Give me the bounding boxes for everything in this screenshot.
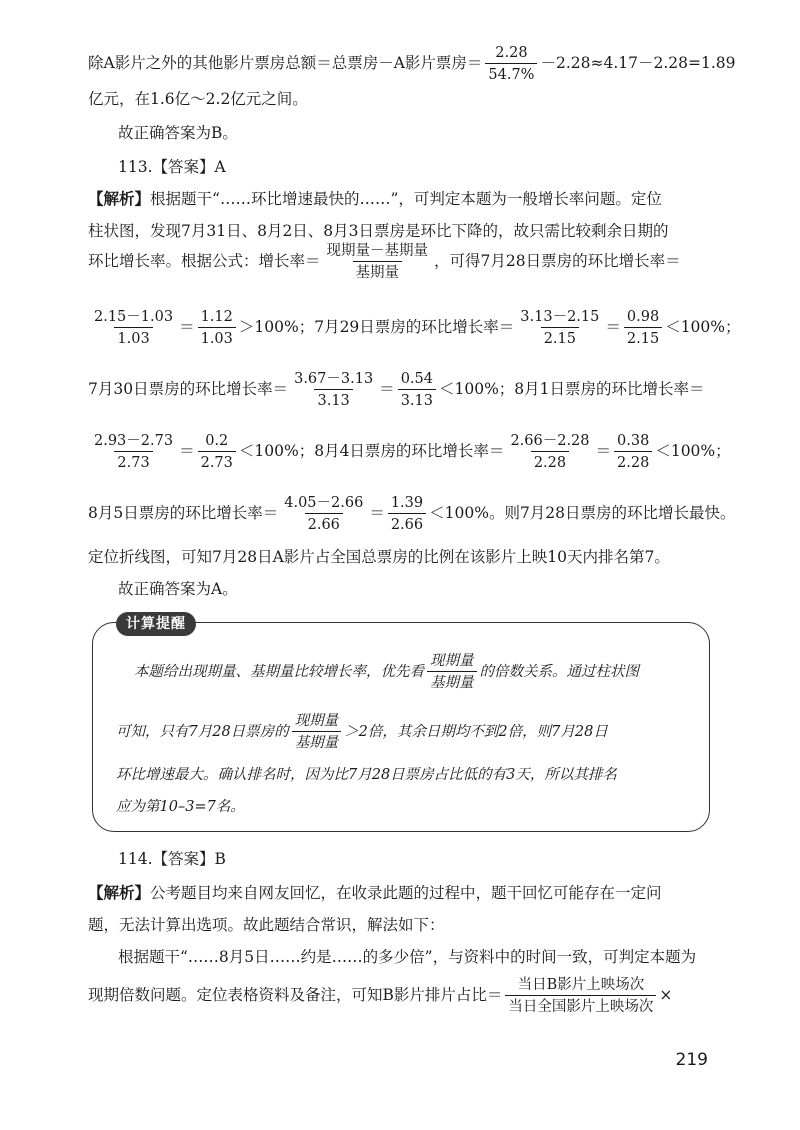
fraction-denominator: 54.7% — [485, 63, 537, 84]
fraction-denominator: 1.03 — [198, 327, 236, 348]
answer-label: 113.【答案】 — [118, 158, 215, 176]
fraction-denominator: 基期量 — [292, 731, 342, 752]
fraction-numerator: 3.67－3.13 — [294, 371, 374, 387]
text: ＜100%； — [655, 442, 731, 460]
ratio-fraction — [614, 432, 652, 472]
fraction-denominator: 2.73 — [114, 451, 152, 472]
text: ＜100%；8月4日票房的环比增长率＝ — [238, 442, 505, 460]
fraction-numerator: 2.15－1.03 — [94, 309, 174, 325]
fraction-denominator: 基期量 — [353, 261, 403, 282]
ratio-fraction — [281, 494, 366, 534]
text: 本题给出现期量、基期量比较增长率，优先看 — [134, 664, 424, 680]
growth-rate-formula — [324, 242, 432, 282]
fraction-denominator: 2.73 — [198, 451, 236, 472]
text: 7月30日票房的环比增长率＝ — [88, 380, 289, 398]
fraction-numerator: 2.66－2.28 — [510, 433, 590, 449]
text: ＜100%； — [665, 318, 741, 336]
text: 的倍数关系。通过柱状图 — [479, 664, 639, 680]
text: ＞100%；7月29日票房的环比增长率＝ — [238, 318, 515, 336]
fraction-denominator: 2.66 — [388, 513, 426, 534]
fraction-numerator: 当日B影片上映场次 — [517, 977, 645, 993]
fraction-denominator: 2.15 — [624, 327, 662, 348]
fraction-numerator: 0.2 — [205, 433, 229, 449]
q113-answer — [118, 156, 712, 178]
calc-tip-badge: 计算提醒 — [116, 612, 196, 636]
explanation-text: 根据题干“……环比增速最快的……”，可判定本题为一般增长率问题。定位 — [150, 190, 662, 208]
fraction-numerator: 4.05－2.66 — [284, 495, 364, 511]
q113-ratio-line1: $\frac{2.15-1.03}{1.03}$ ＝ $\frac{1.12}{1.03}$ ＞100%；7月29日票房的环比增长率＝ $\frac{3.13-2.15}{2.15}$ ＝ $\frac{0.98}{2.15}$ ＜100%； — [88, 308, 712, 348]
text: × — [659, 986, 673, 1004]
ratio-fraction — [507, 432, 592, 472]
text: 8月5日票房的环比增长率＝ — [88, 504, 279, 522]
explanation-text: 公考题目均来自网友回忆，在收录此题的过程中，题干回忆可能存在一定问 — [150, 884, 662, 902]
q113-locate-text: 定位折线图，可知7月28日A影片占全国总票房的比例在该影片上映10天内排名第7。 — [88, 548, 670, 566]
text: 环比增长率。根据公式：增长率＝ — [88, 252, 321, 270]
q112-conclusion: 故正确答案为B。 — [118, 124, 238, 142]
q113-ratio-line4: 8月5日票房的环比增长率＝ $\frac{4.05-2.66}{2.66}$ ＝ $\frac{1.39}{2.66}$ ＜100%。则7月28日票房的环比增长最快。 — [88, 495, 736, 533]
text: ＜100%。则7月28日票房的环比增长最快。 — [429, 504, 736, 522]
ratio-fraction — [291, 370, 376, 410]
tip-line4: 应为第10–3=7名。 — [116, 799, 245, 815]
ratio-fraction — [91, 432, 176, 472]
q112-calc-prefix: 除A影片之外的其他影片票房总额＝总票房－A影片票房＝ — [88, 54, 483, 72]
q113-exp-line3 — [88, 242, 712, 282]
ratio-fraction — [91, 308, 176, 348]
fraction-denominator: 当日全国影片上映场次 — [505, 995, 656, 1016]
ratio-fraction — [517, 308, 602, 348]
q113-ratio-line3: $\frac{2.93-2.73}{2.73}$ ＝ $\frac{0.2}{2.73}$ ＜100%；8月4日票房的环比增长率＝ $\frac{2.66-2.28}{2.28}$ ＝ $\frac{0.38}{2.28}$ ＜100%； — [88, 432, 712, 472]
answer-value: B — [214, 850, 226, 868]
ratio-fraction — [398, 370, 436, 410]
q113-conclusion: 故正确答案为A。 — [118, 580, 238, 598]
text: 现期倍数问题。定位表格资料及备注，可知B影片排片占比＝ — [88, 986, 503, 1004]
fraction-numerator: 1.12 — [200, 309, 233, 325]
explanation-label: 【解析】 — [88, 883, 151, 902]
page-number: 219 — [675, 1050, 708, 1070]
fraction-numerator: 1.39 — [390, 495, 424, 511]
q114-answer — [118, 848, 712, 870]
fraction-denominator: 2.28 — [614, 451, 652, 472]
q112-fraction — [485, 44, 537, 84]
screening-ratio-fraction — [505, 976, 656, 1016]
tip-line2 — [116, 712, 608, 752]
q114-exp-line4 — [88, 976, 712, 1016]
fraction-denominator: 3.13 — [314, 389, 352, 410]
fraction-numerator: 2.28 — [495, 45, 528, 61]
fraction-denominator: 1.03 — [114, 327, 152, 348]
q112-calc-suffix: －2.28≈4.17－2.28=1.89 — [540, 54, 736, 72]
fraction-numerator: 现期量－基期量 — [326, 243, 429, 259]
tip-line3: 环比增速最大。确认排名时，因为比7月28日票房占比低的有3天，所以其排名 — [116, 767, 617, 783]
fraction-numerator: 现期量 — [294, 713, 339, 729]
fraction-denominator: 2.66 — [305, 513, 343, 534]
ratio-fraction — [388, 494, 426, 534]
q114-exp-line1 — [88, 882, 712, 904]
text: ＜100%；8月1日票房的环比增长率＝ — [438, 380, 705, 398]
ratio-fraction — [198, 432, 236, 472]
text: 可知，只有7月28日票房的 — [116, 724, 289, 740]
q114-exp-line2: 题，无法计算出选项。故此题结合常识，解法如下： — [88, 916, 445, 934]
fraction-numerator: 现期量 — [430, 653, 474, 669]
fraction-denominator: 基期量 — [427, 671, 477, 692]
text: ＞2倍，其余日期均不到2倍，则7月28日 — [344, 724, 608, 740]
q112-calc-line — [88, 44, 736, 84]
q113-exp-line1 — [88, 188, 712, 210]
answer-label: 114.【答案】 — [118, 850, 215, 868]
fraction-numerator: 0.98 — [626, 309, 660, 325]
explanation-label: 【解析】 — [88, 189, 151, 208]
q112-range-text: 亿元，在1.6亿～2.2亿元之间。 — [88, 90, 308, 108]
fraction-numerator: 2.93－2.73 — [94, 433, 174, 449]
q113-exp-line2: 柱状图，发现7月31日、8月2日、8月3日票房是环比下降的，故只需比较剩余日期的 — [88, 222, 669, 240]
ratio-fraction — [198, 308, 236, 348]
fraction-numerator: 3.13－2.15 — [520, 309, 600, 325]
text: ，可得7月28日票房的环比增长率＝ — [434, 252, 681, 270]
tip-fraction — [427, 652, 477, 692]
q113-ratio-line2: 7月30日票房的环比增长率＝ $\frac{3.67-3.13}{3.13}$ ＝ $\frac{0.54}{3.13}$ ＜100%；8月1日票房的环比增长率＝ — [88, 371, 705, 409]
fraction-numerator: 0.38 — [617, 433, 650, 449]
answer-value: A — [214, 158, 226, 176]
ratio-fraction — [624, 308, 662, 348]
fraction-numerator: 0.54 — [400, 371, 433, 387]
q114-exp-line3: 根据题干“……8月5日……约是……的多少倍”，与资料中的时间一致，可判定本题为 — [118, 948, 697, 966]
fraction-denominator: 3.13 — [398, 389, 436, 410]
tip-line1 — [134, 652, 639, 692]
tip-fraction — [292, 712, 342, 752]
fraction-denominator: 2.28 — [531, 451, 569, 472]
fraction-denominator: 2.15 — [541, 327, 579, 348]
